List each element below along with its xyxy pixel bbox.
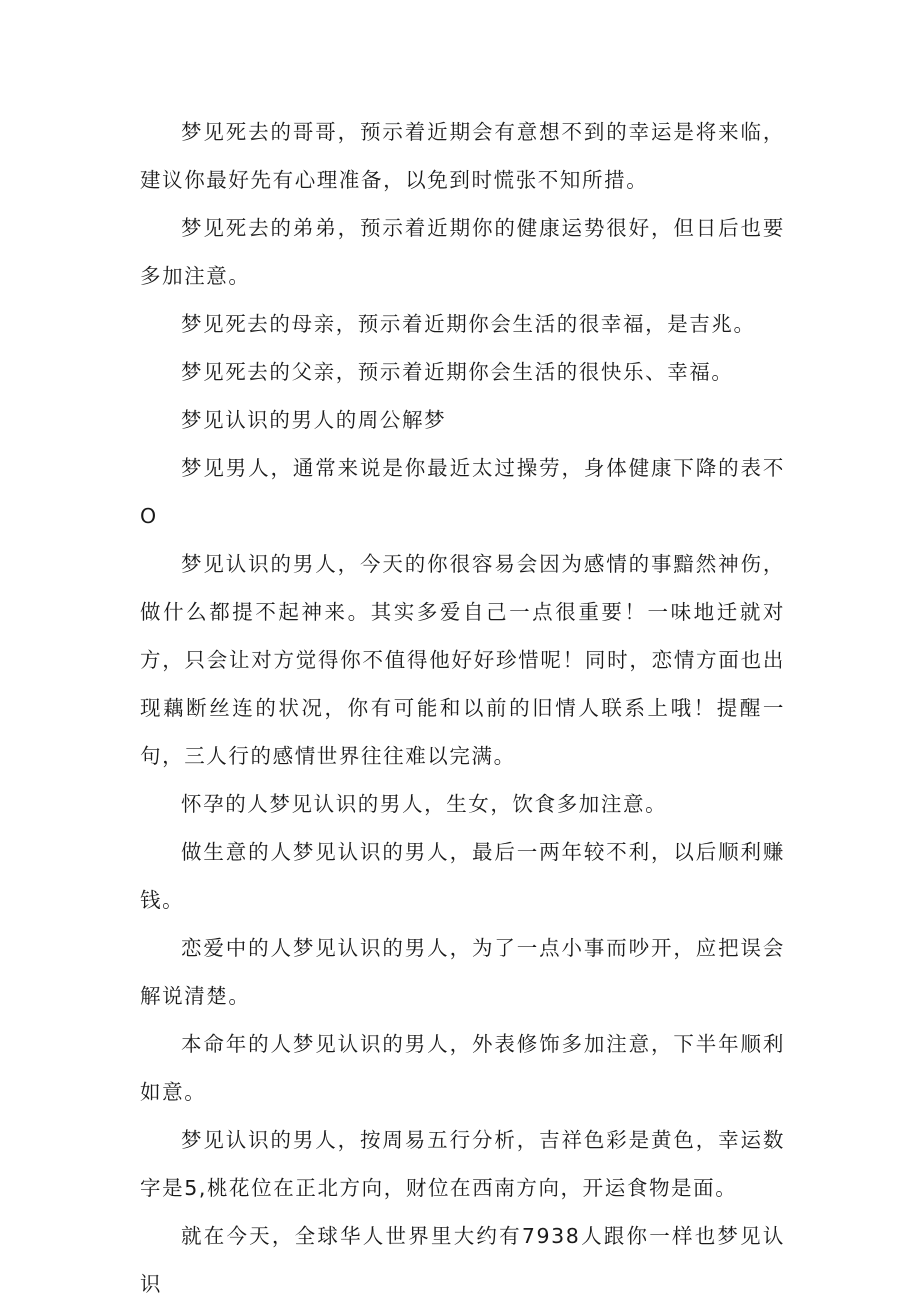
paragraph-in-love: 恋爱中的人梦见认识的男人，为了一点小事而吵开，应把误会解说清楚。 bbox=[140, 936, 785, 1008]
paragraph-pregnant: 怀孕的人梦见认识的男人，生女，饮食多加注意。 bbox=[181, 792, 668, 816]
paragraph-dead-younger-brother: 梦见死去的弟弟，预示着近期你的健康运势很好，但日后也要多加注意。 bbox=[140, 216, 785, 288]
paragraph-dead-older-brother: 梦见死去的哥哥，预示着近期会有意想不到的幸运是将来临，建议你最好先有心理准备，以免到时慌张不知所措。 bbox=[140, 120, 785, 192]
paragraph-business: 做生意的人梦见认识的男人，最后一两年较不利，以后顺利赚钱。 bbox=[140, 840, 785, 912]
document-body bbox=[140, 108, 785, 1308]
paragraph-today-count: 就在今天，全球华人世界里大约有7938人跟你一样也梦见认识 bbox=[140, 1224, 785, 1296]
paragraph-dead-mother: 梦见死去的母亲，预示着近期你会生活的很幸福，是吉兆。 bbox=[181, 312, 756, 336]
section-heading-known-man: 梦见认识的男人的周公解梦 bbox=[181, 408, 447, 432]
paragraph-dead-father: 梦见死去的父亲，预示着近期你会生活的很快乐、幸福。 bbox=[181, 360, 734, 384]
paragraph-known-man-fortune: 梦见认识的男人，今天的你很容易会因为感情的事黯然神伤，做什么都提不起神来。其实多爱自己一点很重要！一味地迁就对方，只会让对方觉得你不值得他好好珍惜呢！同时，恋情方面也出现藕断丝连的状况，你有可能和以前的旧情人联系上哦！提醒一句，三人行的感情世界往往难以完满。 bbox=[140, 552, 785, 768]
paragraph-five-elements: 梦见认识的男人，按周易五行分析，吉祥色彩是黄色，幸运数字是5,桃花位在正北方向，财位在西南方向，开运食物是面。 bbox=[140, 1128, 785, 1200]
paragraph-dream-man: 梦见男人，通常来说是你最近太过操劳，身体健康下降的表不O bbox=[140, 456, 785, 528]
paragraph-zodiac-year: 本命年的人梦见认识的男人，外表修饰多加注意，下半年顺利如意。 bbox=[140, 1032, 785, 1104]
